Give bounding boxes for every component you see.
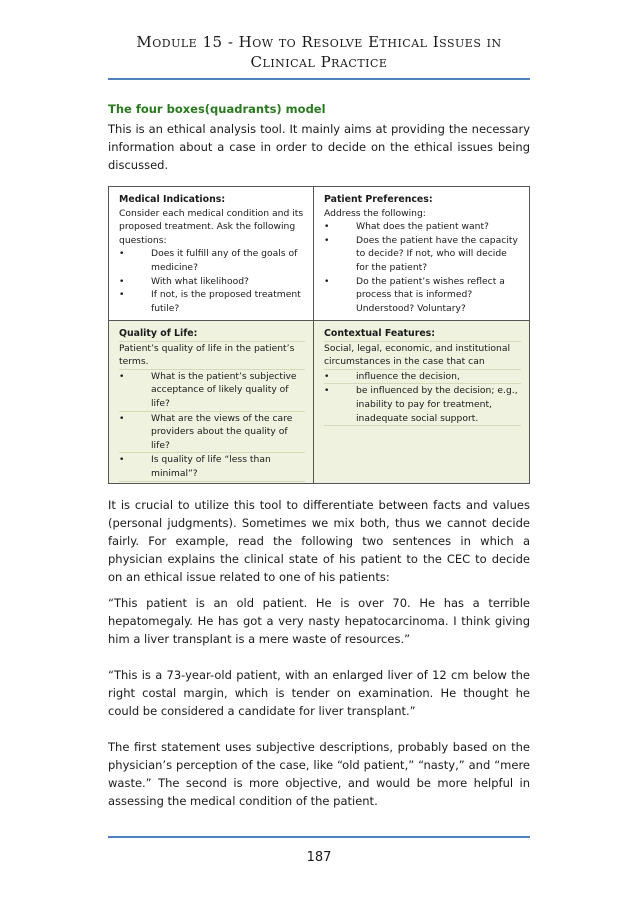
list-item: • If not, is the proposed treatment futile?: [119, 288, 305, 315]
quadrant-medical-indications: [109, 187, 314, 321]
four-boxes-table: [108, 186, 530, 484]
quadrant-text: Address the following:: [324, 207, 426, 219]
quadrant-list: [324, 220, 521, 315]
list-item: • Is quality of life “less than minimal”?: [119, 453, 305, 481]
body-paragraph: The first statement uses subjective descriptions, probably based on the physician’s perception of the case, like “old patient,” “nasty,” and “mere waste.” The second is more objective, and would be more helpful in assessing the medical condition of the patient.: [108, 740, 530, 808]
header-line-2: Clinical Practice: [250, 53, 388, 71]
list-item: • influence the decision,: [324, 370, 521, 385]
quadrant-title: Medical Indications:: [119, 194, 226, 205]
list-item: • Does the patient have the capacity to decide? If not, who will decide for the patient?: [324, 234, 521, 275]
list-item: • What does the patient want?: [324, 220, 521, 234]
quadrant-title: Contextual Features:: [324, 327, 521, 342]
page-number: 187: [306, 850, 332, 865]
quadrant-quality-of-life: [109, 321, 314, 483]
quadrant-list: [324, 370, 521, 426]
page-header: [0, 32, 638, 72]
body-paragraph: “This patient is an old patient. He is over 70. He has a terrible hepatomegaly. He has got a very nasty hepatocarcinoma. I think giving him a liver transplant is a mere waste of resources.”: [108, 596, 530, 646]
list-item: • What are the views of the care providers about the quality of life?: [119, 412, 305, 454]
quadrant-patient-preferences: [314, 187, 529, 321]
section-title: The four boxes(quadrants) model: [108, 102, 326, 116]
list-item: • Does it fulfill any of the goals of medicine?: [119, 247, 305, 274]
list-item: • be influenced by the decision; e.g., inability to pay for treatment, inadequate social support.: [324, 384, 521, 426]
footer-rule: [108, 836, 530, 838]
quadrant-list: [119, 370, 305, 482]
quadrant-text: Patient’s quality of life in the patient’s terms.: [119, 342, 305, 370]
quadrant-title: Quality of Life:: [119, 327, 305, 342]
quadrant-title: Patient Preferences:: [324, 194, 433, 205]
list-item: • Do the patient’s wishes reflect a process that is informed? Understood? Voluntary?: [324, 275, 521, 316]
intro-paragraph: This is an ethical analysis tool. It mainly aims at providing the necessary information about a case in order to decide on the ethical issues being discussed.: [108, 122, 530, 172]
quadrant-text: Consider each medical condition and its proposed treatment. Ask the following questions:: [119, 207, 304, 246]
quadrant-text: Social, legal, economic, and institutional circumstances in the case that can: [324, 342, 521, 370]
list-item: • What is the patient’s subjective acceptance of likely quality of life?: [119, 370, 305, 412]
list-item: • With what likelihood?: [119, 275, 305, 289]
body-paragraph: It is crucial to utilize this tool to differentiate between facts and values (personal judgments). Sometimes we mix both, thus we cannot decide fairly. For example, read the following two sentences in which a physician explains the clinical state of his patient to the CEC to decide on an ethical issue related to one of his patients:: [108, 498, 530, 584]
header-rule: [108, 78, 530, 80]
quadrant-list: [119, 247, 305, 315]
quadrant-contextual-features: [314, 321, 529, 483]
header-line-1: Module 15 - How to Resolve Ethical Issues in: [136, 33, 502, 51]
body-paragraph: “This is a 73-year-old patient, with an enlarged liver of 12 cm below the right costal margin, which is tender on examination. He thought he could be considered a candidate for liver transplant.”: [108, 668, 530, 718]
